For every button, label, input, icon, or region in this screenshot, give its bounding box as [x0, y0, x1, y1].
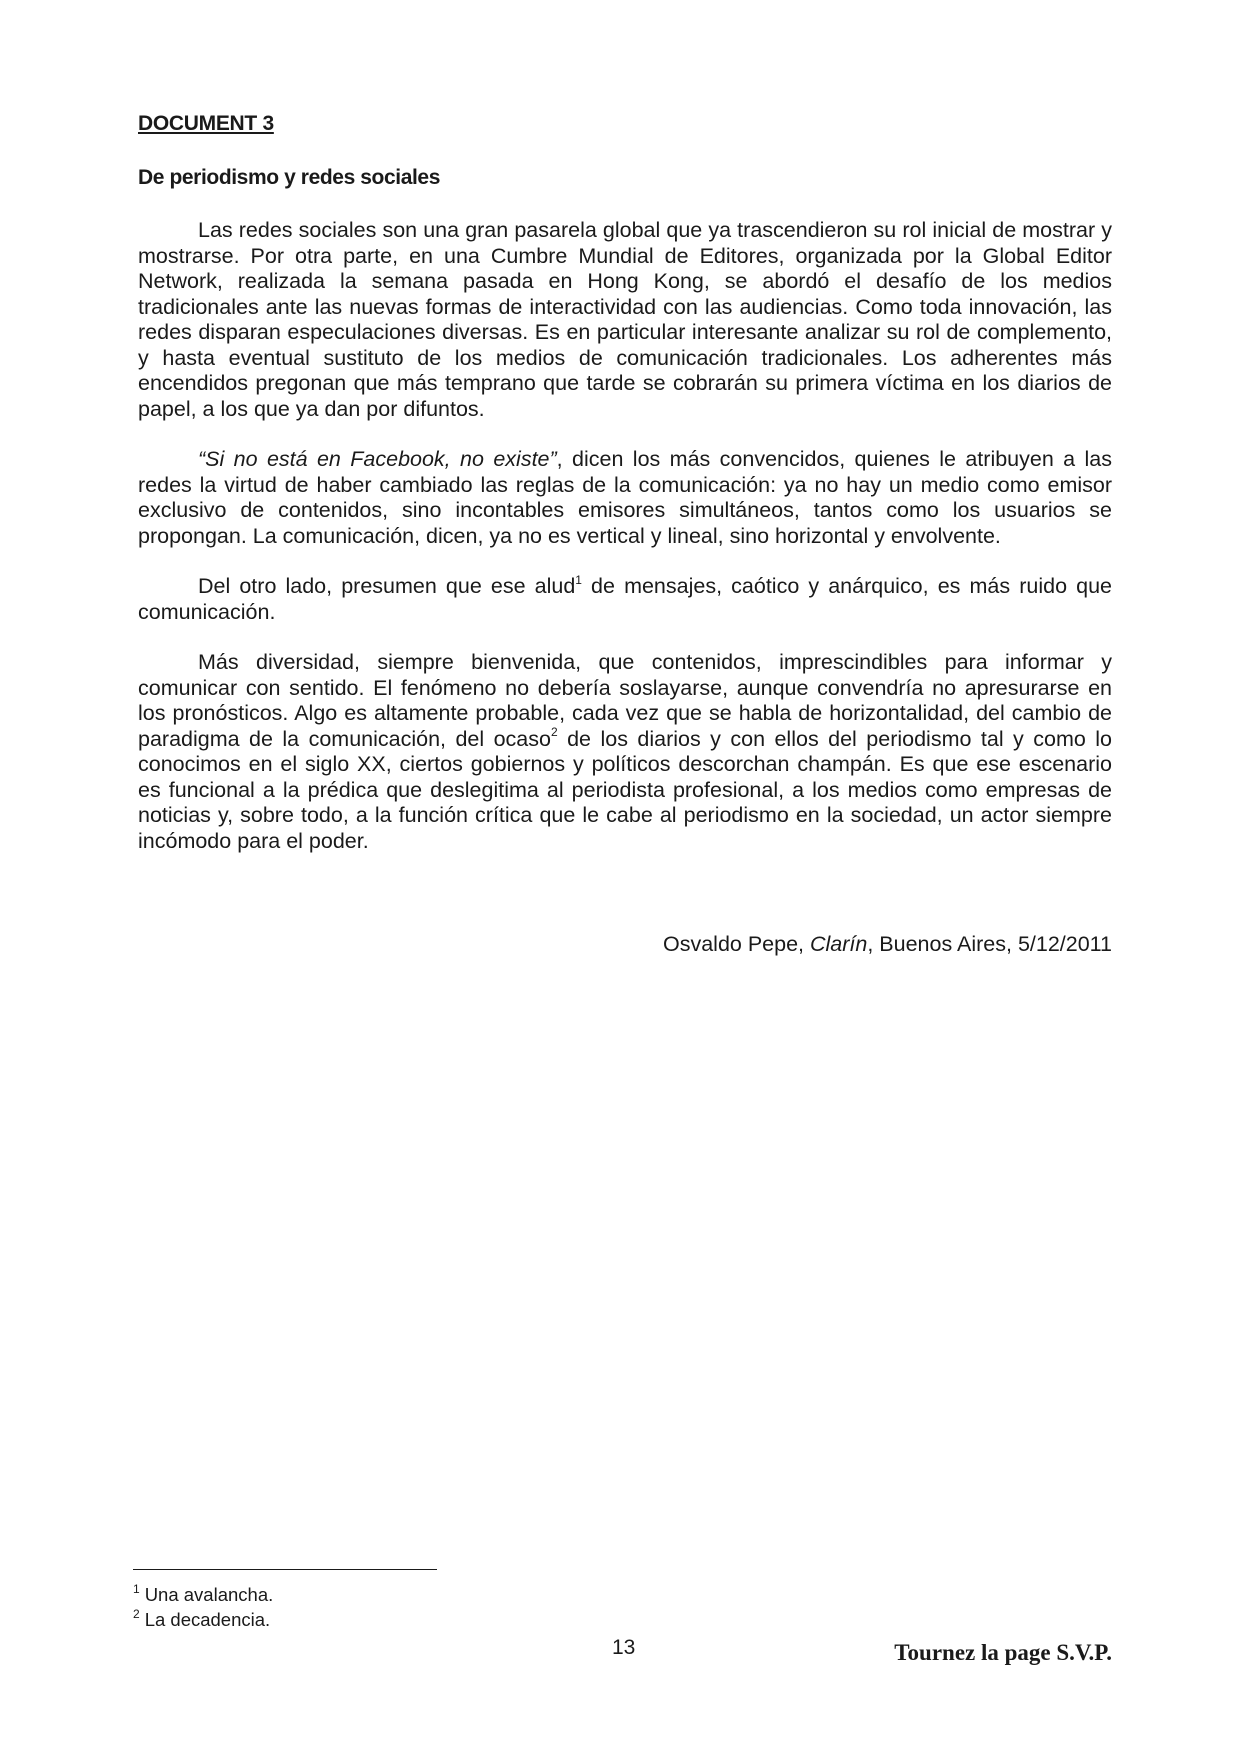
article-title: De periodismo y redes sociales [138, 166, 440, 189]
signature-author: Osvaldo Pepe, [662, 932, 810, 956]
page-number: 13 [612, 1636, 636, 1659]
paragraph-2 [138, 447, 1112, 549]
paragraph-3 [138, 574, 1112, 625]
facebook-quote: “Si no está en Facebook, no existe” [198, 447, 557, 471]
footnotes [133, 1582, 273, 1632]
footnote-2 [133, 1607, 273, 1632]
article-body [138, 218, 1112, 879]
paragraph-2-text: , dicen los más convencidos, quienes le atribuyen a las redes la virtud de haber cambiado las reglas de la comunicación: ya no hay un medio como emisor exclusivo de contenidos, sino incontables emisores simultáneos, tantos como los usuarios se propongan. La comunicación, dicen, ya no es vertical y lineal, sino horizontal y envolvente. [138, 447, 1112, 548]
footnote-number: 2 [133, 1606, 140, 1621]
turn-page-note: Tournez la page S.V.P. [894, 1640, 1112, 1665]
footnote-divider [133, 1569, 437, 1570]
footnote-ref-1: 1 [575, 572, 582, 587]
document-label: DOCUMENT 3 [138, 112, 274, 135]
paragraph-4-text-a: Más diversidad, siempre bienvenida, que contenidos, imprescindibles para informar y comunicar con sentido. El fenómeno no debería soslayarse, aunque convendría no apresurarse en los pronósticos. Algo es altamente probable, cada vez que se habla de horizontalidad, del cambio de paradigma de la comunicación, del ocaso [138, 650, 1112, 751]
footnote-number: 1 [133, 1581, 140, 1596]
paragraph-4-text-b: de los diarios y con ellos del periodismo tal y como lo conocimos en el siglo XX, ciertos gobiernos y políticos descorchan champán. Es que ese escenario es funcional a la prédica que deslegitima al periodista profesional, a los medios como empresas de noticias y, sobre todo, a la función crítica que le cabe al periodismo en la sociedad, un actor siempre incómodo para el poder. [138, 726, 1112, 853]
footnote-ref-2: 2 [550, 725, 558, 740]
footnote-1 [133, 1582, 273, 1607]
paragraph-1: Las redes sociales son una gran pasarela global que ya trascendieron su rol inicial de mostrar y mostrarse. Por otra parte, en una Cumbre Mundial de Editores, organizada por la Global Editor Network, realizada la semana pasada en Hong Kong, se abordó el desafío de los medios tradicionales ante las nuevas formas de interactividad con las audiencias. Como toda innovación, las redes disparan especulaciones diversas. Es en particular interesante analizar su rol de complemento, y hasta eventual sustituto de los medios de comunicación tradicionales. Los adherentes más encendidos pregonan que más temprano que tarde se cobrarán su primera víctima en los diarios de papel, a los que ya dan por difuntos. [138, 218, 1112, 421]
paragraph-4 [138, 650, 1112, 854]
signature-place-date: , Buenos Aires, 5/12/2011 [867, 932, 1112, 956]
footnote-text: Una avalancha. [144, 1584, 274, 1605]
signature-source: Clarín [810, 932, 868, 956]
signature [663, 932, 1112, 957]
paragraph-3-text-b: de mensajes, caótico y anárquico, es más ruido que comunicación. [138, 574, 1112, 624]
footnote-text: La decadencia. [144, 1609, 271, 1630]
paragraph-3-text-a: Del otro lado, presumen que ese alud [198, 574, 576, 598]
